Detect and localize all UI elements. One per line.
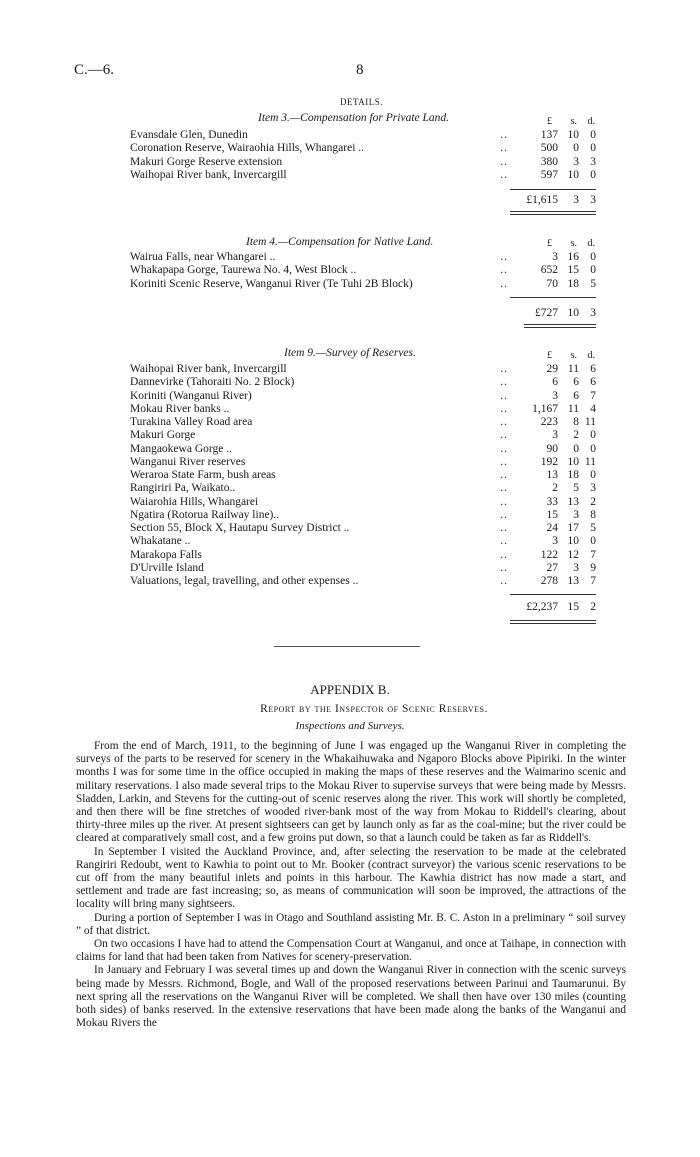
item9-total-rule <box>510 594 596 595</box>
row-leader: .. <box>500 429 508 442</box>
row-pounds: 3 <box>552 251 558 263</box>
row-leader: .. <box>500 251 508 263</box>
ledger-row <box>130 443 596 456</box>
row-pence: 6 <box>590 376 596 389</box>
ledger-row <box>130 496 596 509</box>
row-pence: 3 <box>590 482 596 495</box>
row-shillings: 6 <box>573 376 579 389</box>
row-shillings: 0 <box>573 442 579 455</box>
document-reference: C.—6. <box>74 62 115 78</box>
row-label: Wanganui River reserves <box>130 455 246 468</box>
row-pence: 2 <box>590 495 596 508</box>
row-pence: 0 <box>590 142 596 155</box>
ledger-row <box>130 535 596 548</box>
row-shillings: 10 <box>567 168 579 181</box>
item9-column-headers: £ s. d. <box>547 350 595 361</box>
row-pence: 7 <box>590 548 596 561</box>
ledger-row <box>130 390 596 403</box>
item4-double-rule <box>524 324 596 325</box>
row-leader: .. <box>500 402 508 415</box>
row-pounds: 2 <box>552 482 558 495</box>
ledger-row <box>130 416 596 429</box>
row-shillings: 10 <box>567 129 579 141</box>
row-pence: 0 <box>590 251 596 263</box>
row-pence: 0 <box>590 469 596 481</box>
row-shillings: 12 <box>567 548 579 561</box>
row-shillings: 11 <box>567 402 579 415</box>
row-pounds: 137 <box>540 129 558 141</box>
row-pounds: 223 <box>540 416 558 428</box>
ledger-row <box>130 156 596 169</box>
row-pounds: 500 <box>540 142 558 155</box>
item3-column-headers: £ s. d. <box>547 116 595 127</box>
row-label: D'Urville Island <box>130 561 204 574</box>
row-label: Waiarohia Hills, Whangarei <box>130 495 259 508</box>
row-shillings: 18 <box>567 469 579 481</box>
paragraph: On two occasions I have had to attend the Compensation Court at Wanganui, and once at Taihape, in connection with claims for land that had been taken from Natives for scenery-preservation. <box>76 938 626 964</box>
appendix-body <box>76 740 626 1030</box>
row-label: Valuations, legal, travelling, and other expenses .. <box>130 575 359 587</box>
row-label: Dannevirke (Tahoraiti No. 2 Block) <box>130 376 295 389</box>
row-shillings: 0 <box>573 142 579 155</box>
row-leader: .. <box>500 575 508 587</box>
row-pounds: 3 <box>552 535 558 548</box>
row-shillings: 10 <box>567 535 579 548</box>
row-shillings: 16 <box>567 251 579 263</box>
row-shillings: 15 <box>567 264 579 277</box>
item3-double-rule <box>510 211 596 212</box>
paragraph: During a portion of September I was in Otago and Southland assisting Mr. B. C. Aston in a preliminary “ soil survey ” of that district. <box>76 911 626 937</box>
section-divider <box>274 646 420 647</box>
ledger-row <box>130 562 596 575</box>
row-leader: .. <box>500 535 508 548</box>
row-pence: 11 <box>584 455 596 468</box>
row-pence: 5 <box>590 522 596 534</box>
ledger-row <box>130 251 596 264</box>
item3-title: Item 3.—Compensation for Private Land. <box>258 112 450 124</box>
row-leader: .. <box>500 495 508 508</box>
row-pounds: 122 <box>540 548 558 561</box>
row-shillings: 3 <box>573 155 579 168</box>
row-shillings: 13 <box>567 495 579 508</box>
row-shillings: 10 <box>567 455 579 468</box>
ledger-row <box>130 169 596 182</box>
row-pounds: 6 <box>552 376 558 389</box>
row-label: Makuri Gorge <box>130 429 196 442</box>
row-pounds: 15 <box>546 508 558 521</box>
row-pounds: 24 <box>546 522 558 534</box>
row-pence: 11 <box>584 416 596 428</box>
row-leader: .. <box>500 129 508 141</box>
item9-total: £2,237 15 2 <box>526 601 596 613</box>
row-label: Section 55, Block X, Hautapu Survey District .. <box>130 522 350 534</box>
row-pounds: 3 <box>552 429 558 442</box>
row-leader: .. <box>500 376 508 389</box>
item3-total: £1,615 3 3 <box>526 194 596 206</box>
row-leader: .. <box>500 522 508 534</box>
row-pounds: 278 <box>540 575 558 587</box>
row-leader: .. <box>500 363 508 375</box>
ledger-row <box>130 429 596 442</box>
row-leader: .. <box>500 482 508 495</box>
appendix-subtitle: Report by the Inspector of Scenic Reserves. <box>260 703 488 715</box>
row-pence: 7 <box>590 575 596 587</box>
row-label: Marakopa Falls <box>130 548 202 561</box>
ledger-row <box>130 509 596 522</box>
appendix-section-heading: Inspections and Surveys. <box>295 720 405 732</box>
row-label: Whakapapa Gorge, Taurewa No. 4, West Block .. <box>130 264 357 277</box>
row-label: Turakina Valley Road area <box>130 416 253 428</box>
ledger-row <box>130 363 596 376</box>
ledger-row <box>130 129 596 142</box>
row-label: Evansdale Glen, Dunedin <box>130 129 248 141</box>
row-pence: 5 <box>590 277 596 290</box>
row-pounds: 3 <box>552 389 558 402</box>
ledger-row <box>130 376 596 389</box>
row-pence: 0 <box>590 168 596 181</box>
row-pounds: 652 <box>540 264 558 277</box>
row-label: Mokau River banks .. <box>130 402 230 415</box>
row-label: Koriniti Scenic Reserve, Wanganui River (Te Tuhi 2B Block) <box>130 277 413 290</box>
row-pence: 9 <box>590 561 596 574</box>
row-pounds: 29 <box>546 363 558 375</box>
row-label: Wairua Falls, near Whangarei .. <box>130 251 276 263</box>
item3-total-rule <box>510 189 596 190</box>
row-label: Makuri Gorge Reserve extension <box>130 155 283 168</box>
ledger-row <box>130 142 596 155</box>
row-shillings: 18 <box>567 277 579 290</box>
row-pounds: 70 <box>546 277 558 290</box>
ledger-row <box>130 456 596 469</box>
row-label: Waihopai River bank, Invercargill <box>130 168 287 181</box>
ledger-row <box>130 522 596 535</box>
row-pence: 0 <box>590 429 596 442</box>
item4-total-rule <box>510 297 596 298</box>
row-label: Whakatane .. <box>130 535 191 548</box>
row-leader: .. <box>500 455 508 468</box>
ledger-row <box>130 403 596 416</box>
page-number: 8 <box>356 62 364 78</box>
row-pence: 6 <box>590 363 596 375</box>
row-pence: 3 <box>590 155 596 168</box>
row-leader: .. <box>500 168 508 181</box>
row-label: Rangiriri Pa, Waikato.. <box>130 482 236 495</box>
item9-double-rule <box>510 620 596 621</box>
ledger-row <box>130 482 596 495</box>
row-shillings: 3 <box>573 561 579 574</box>
row-leader: .. <box>500 416 508 428</box>
item9-title: Item 9.—Survey of Reserves. <box>284 347 416 359</box>
row-leader: .. <box>500 264 508 277</box>
row-label: Koriniti (Wanganui River) <box>130 389 252 402</box>
row-leader: .. <box>500 277 508 290</box>
row-shillings: 2 <box>573 429 579 442</box>
row-pounds: 192 <box>540 455 558 468</box>
row-pounds: 380 <box>540 155 558 168</box>
row-pence: 4 <box>590 402 596 415</box>
row-pence: 8 <box>590 508 596 521</box>
row-pence: 7 <box>590 389 596 402</box>
row-leader: .. <box>500 142 508 155</box>
ledger-row <box>130 264 596 277</box>
row-leader: .. <box>500 548 508 561</box>
row-label: Ngatira (Rotorua Railway line).. <box>130 508 280 521</box>
row-label: Coronation Reserve, Wairaohia Hills, Whangarei .. <box>130 142 365 155</box>
row-shillings: 5 <box>573 482 579 495</box>
row-shillings: 6 <box>573 389 579 402</box>
item4-total: £727 10 3 <box>535 307 596 319</box>
row-pounds: 90 <box>546 442 558 455</box>
row-leader: .. <box>500 469 508 481</box>
row-shillings: 11 <box>567 363 579 375</box>
details-heading: DETAILS. <box>340 97 384 107</box>
appendix-title: APPENDIX B. <box>310 682 390 697</box>
row-leader: .. <box>500 508 508 521</box>
row-leader: .. <box>500 389 508 402</box>
row-shillings: 8 <box>573 416 579 428</box>
row-pounds: 13 <box>546 469 558 481</box>
row-label: Weraroa State Farm, bush areas <box>130 469 276 481</box>
paragraph: In January and February I was several times up and down the Wanganui River in connection with the scenic surveys being made by Messrs. Richmond, Bogle, and Wall of the proposed reservations between Parinui and Taumarunui. By next spring all the reservations on the Wanganui River will be completed. We shall then have over 130 miles (counting both sides) of banks reserved. In the extensive reservations that have been made along the banks of the Wanganui and Mokau Rivers the <box>76 964 626 1030</box>
item4-column-headers: £ s. d. <box>547 238 595 249</box>
paragraph: In September I visited the Auckland Province, and, after selecting the reservation to be made at the celebrated Rangiriri Redoubt, went to Kawhia to point out to Mr. Booker (contract surveyor) the various scenic reservations to be cut off from the many beautiful inlets and points in this harbour. The Kawhia district has now made a start, and settlement and trade are fast increasing; so, as means of communication will soon be improved, the attractions of the locality will bring many sightseers. <box>76 845 626 911</box>
row-shillings: 13 <box>567 575 579 587</box>
row-label: Mangaokewa Gorge .. <box>130 442 232 455</box>
item4-title: Item 4.—Compensation for Native Land. <box>246 236 434 248</box>
row-shillings: 3 <box>573 508 579 521</box>
row-pence: 0 <box>590 535 596 548</box>
ledger-row <box>130 469 596 482</box>
row-shillings: 17 <box>567 522 579 534</box>
row-pounds: 1,167 <box>532 402 558 415</box>
row-pounds: 597 <box>540 168 558 181</box>
row-label: Waihopai River bank, Invercargill <box>130 363 287 375</box>
ledger-row <box>130 549 596 562</box>
row-leader: .. <box>500 561 508 574</box>
ledger-row <box>130 278 596 291</box>
row-pence: 0 <box>590 129 596 141</box>
row-pounds: 33 <box>546 495 558 508</box>
row-pence: 0 <box>590 264 596 277</box>
row-pence: 0 <box>590 442 596 455</box>
row-leader: .. <box>500 442 508 455</box>
paragraph: From the end of March, 1911, to the beginning of June I was engaged up the Wanganui River in completing the surveys of the parts to be reserved for scenery in the Whakaihuwaka and Ngaporo Blocks above Pipiriki. In the winter months I was for some time in the office occupied in making the maps of these reserves and the Waimarino scenic and military reservations. I also made several trips to the Mokau River to supervise surveys that were being made by Messrs. Sladden, Larkin, and Stevens for the cutting-out of scenic reserves along the river. This work will shortly be completed, and then there will be fine stretches of wooded river-bank most of the way from Mokau to Riddell's clearing, about thirty-three miles up the river. At present sightseers can get by launch only as far as the coal-mine; but the river could be cleared at comparatively small cost, and a few groins put down, so that a launch could be taken as far as Riddell's. <box>76 740 626 845</box>
row-leader: .. <box>500 155 508 168</box>
row-pounds: 27 <box>546 561 558 574</box>
ledger-row <box>130 575 596 588</box>
